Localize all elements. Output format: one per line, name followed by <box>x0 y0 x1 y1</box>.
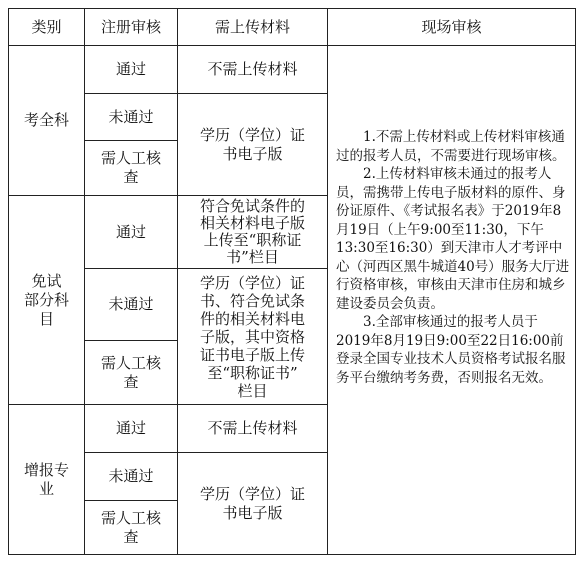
onsite-note: 1.不需上传材料或上传材料审核通过的报考人员，不需要进行现场审核。 <box>336 129 566 164</box>
category-partial-exemption: 免试 部分科 目 <box>23 271 69 328</box>
status-cell: 未通过 <box>108 467 154 485</box>
status-cell: 未通过 <box>108 295 154 313</box>
status-cell: 需人工核 查 <box>100 508 161 546</box>
status-cell: 需人工核 查 <box>100 353 161 391</box>
status-cell: 通过 <box>115 222 146 241</box>
category-full-exam: 考全科 <box>23 111 69 129</box>
materials-cell: 学历（学位）证 书、符合免试条 件的相关材料电 子版，其中资格 证书电子版上传 至“职称证书” 栏目 <box>199 273 305 400</box>
onsite-review-notes <box>336 128 572 387</box>
materials-cell: 不需上传材料 <box>207 419 298 437</box>
onsite-note: 2.上传材料审核未通过的报考人员，需携带上传电子版材料的原件、身份证原件、《考试报名表》于2019年8月19日（上午9:00至11:30，下午13:30至16:30）到天津市人才考评中心（河西区黑牛城道40号）服务大厅进行资格审核，审核由天津市住房和城乡建设委员会负责。 <box>336 166 570 312</box>
header-onsite-review: 现场审核 <box>421 17 482 36</box>
status-cell: 未通过 <box>108 107 154 126</box>
status-cell: 通过 <box>115 419 146 437</box>
status-cell: 需人工核 查 <box>100 149 161 186</box>
materials-cell: 符合免试条件的 相关材料电子版 上传至“职称证 书”栏目 <box>199 197 305 266</box>
header-category: 类别 <box>31 17 62 36</box>
materials-cell: 不需上传材料 <box>207 60 298 78</box>
category-additional-major: 增报专 业 <box>23 460 69 498</box>
status-cell: 通过 <box>115 60 146 78</box>
materials-cell: 学历（学位）证 书电子版 <box>199 484 305 522</box>
header-required-materials: 需上传材料 <box>214 17 290 36</box>
materials-cell: 学历（学位）证 书电子版 <box>199 125 305 163</box>
onsite-note: 3.全部审核通过的报考人员于2019年8月19日9:00至22日16:00前登录全国专业技术人员资格考试报名服务平台缴纳考务费，否则报名无效。 <box>336 314 566 386</box>
header-registration-review: 注册审核 <box>100 17 161 36</box>
